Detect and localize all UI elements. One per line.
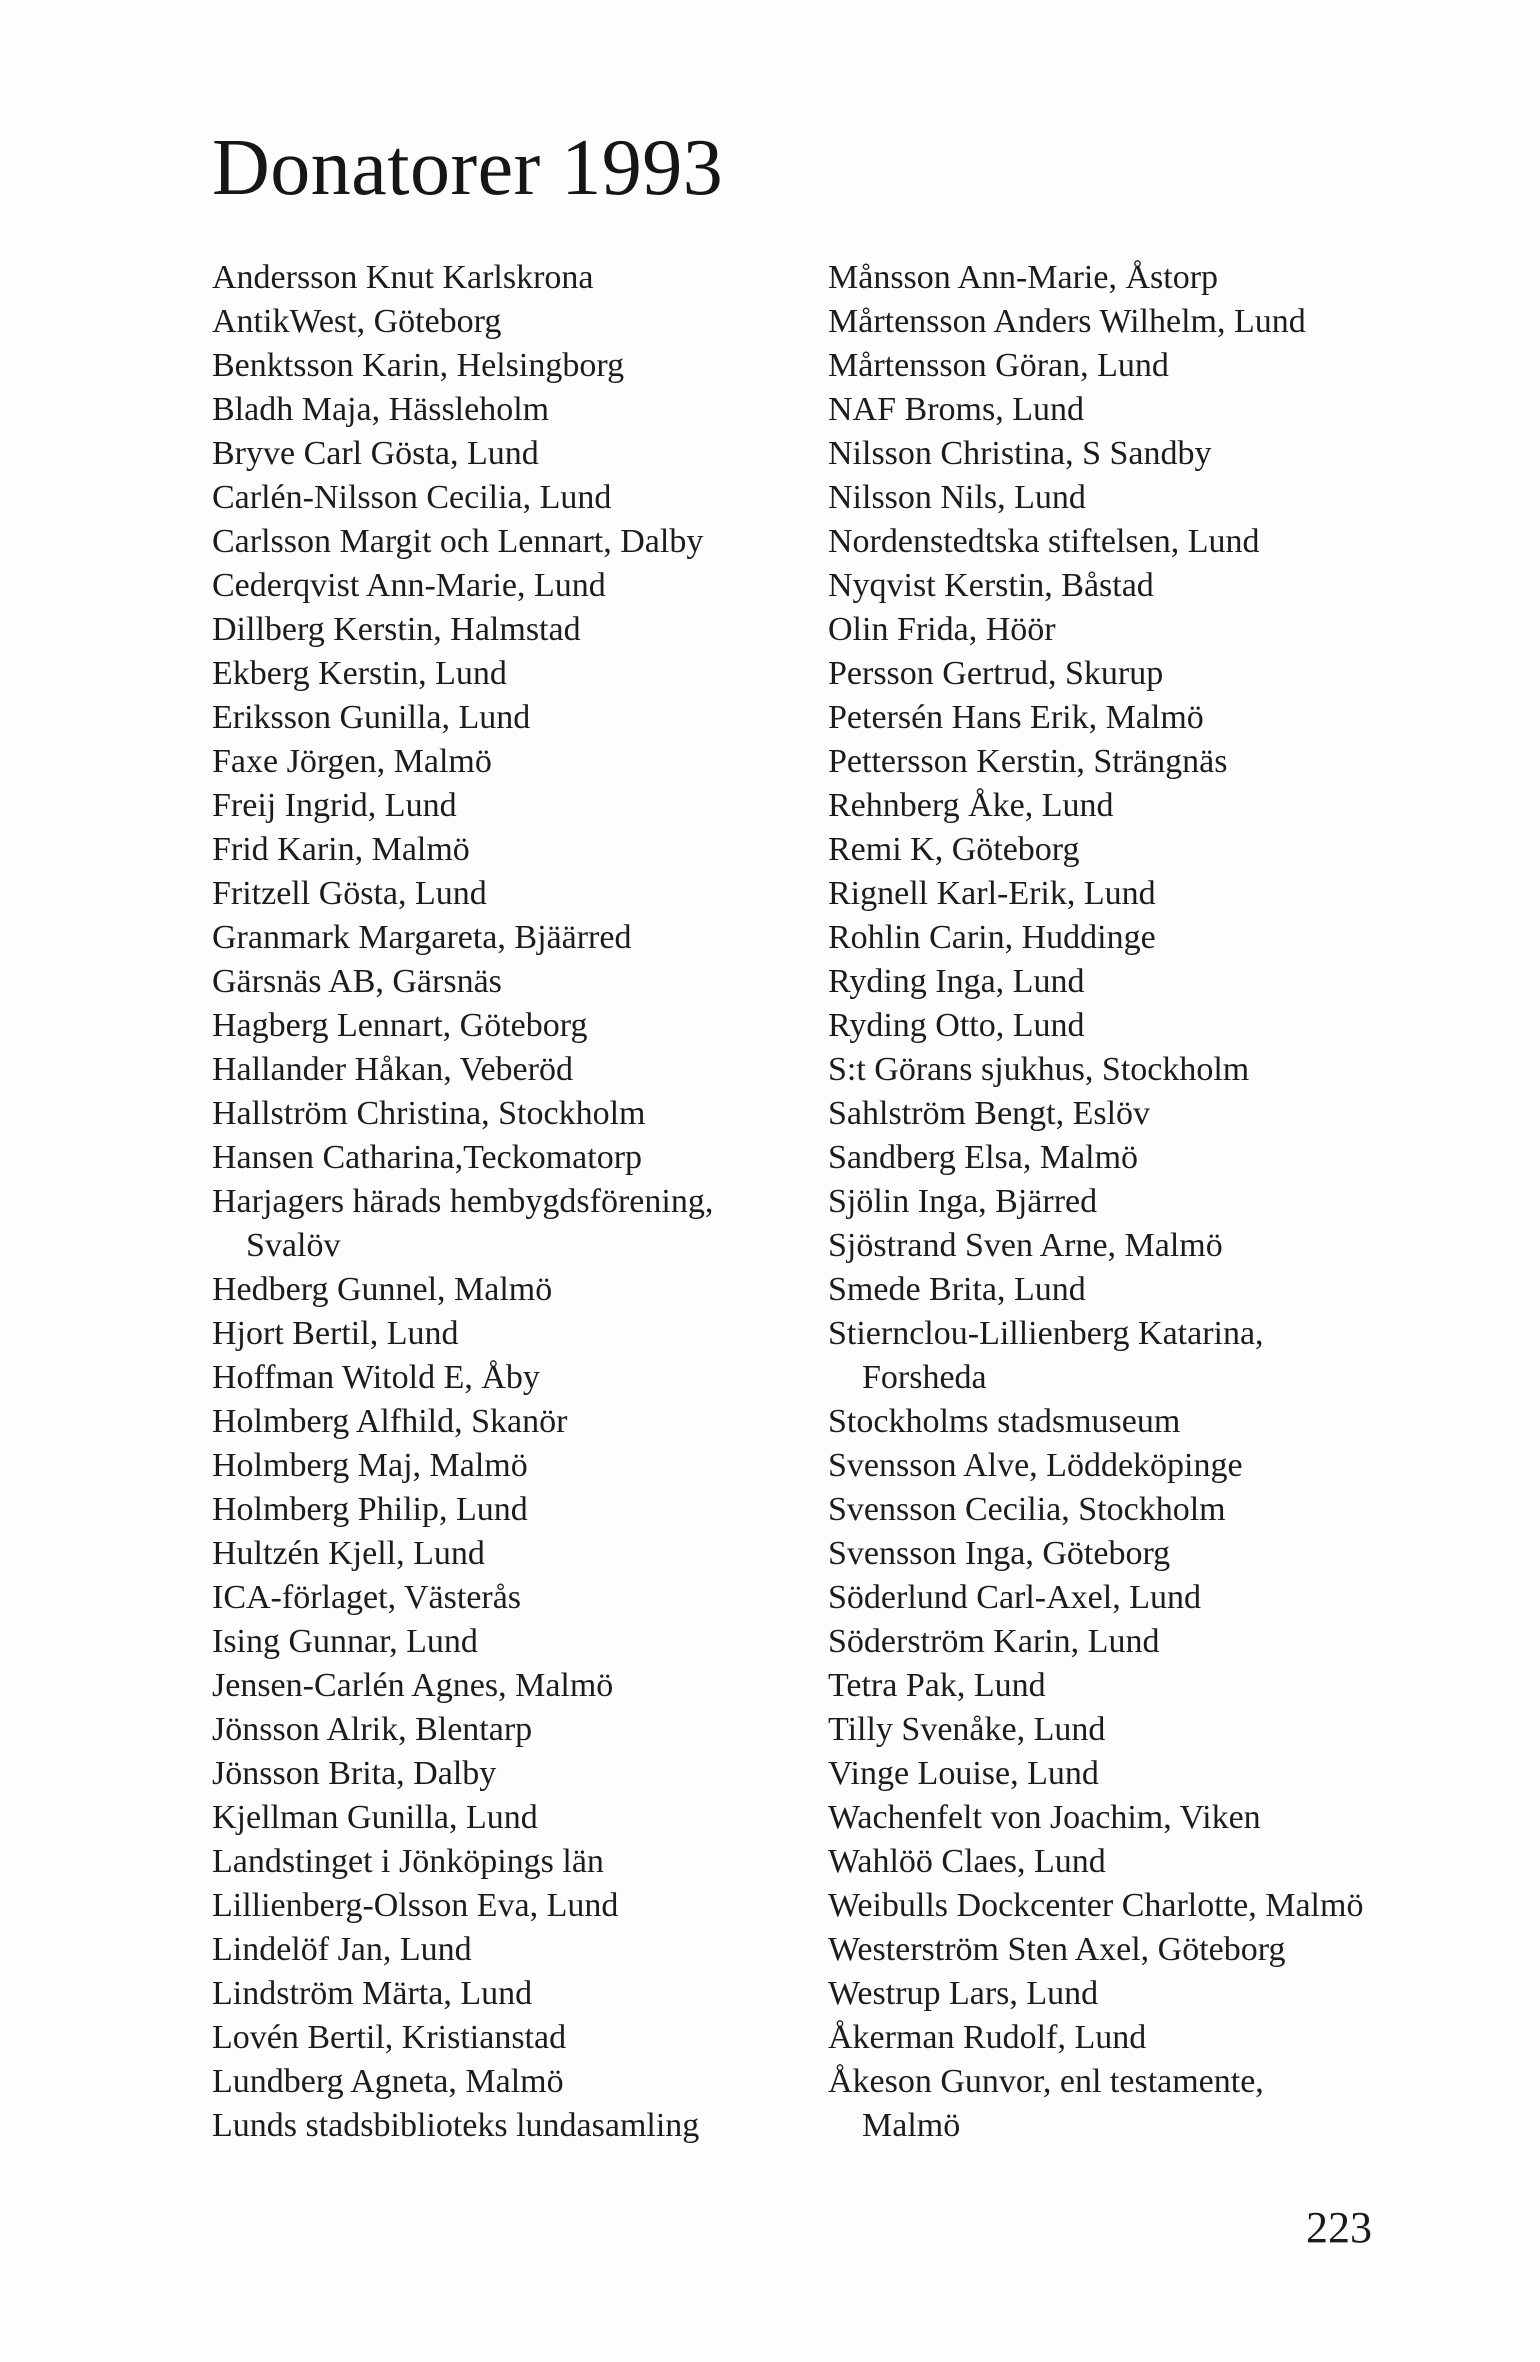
donor-entry [828,476,1408,520]
donor-entry-text: Kjellman Gunilla, Lund [212,1799,538,1836]
donor-entry-text: Lindström Märta, Lund [212,1975,533,2012]
donor-entry-text: NAF Broms, Lund [828,391,1084,428]
donor-entry-text: Forsheda [862,1359,987,1396]
donor-entry-text: Fritzell Gösta, Lund [212,875,487,912]
donor-entry-text: Jönsson Brita, Dalby [212,1755,497,1792]
donor-entry [212,388,772,432]
donor-entry [212,1268,772,1312]
donor-entry-text: Svensson Cecilia, Stockholm [828,1491,1226,1528]
donor-entry [828,1796,1408,1840]
donor-entry-text: AntikWest, Göteborg [212,303,502,340]
page-title: Donatorer 1993 [212,124,724,212]
donor-entry-text: Stockholms stadsmuseum [828,1403,1181,1440]
donor-entry-text: Cederqvist Ann-Marie, Lund [212,567,606,604]
donor-entry [212,2104,772,2148]
donor-entry [828,564,1408,608]
donor-entry-text: Månsson Ann-Marie, Åstorp [828,259,1219,296]
donor-entry [828,1312,1408,1356]
donor-entry [212,960,772,1004]
donor-entry [212,564,772,608]
donor-entry [828,256,1408,300]
donor-entry-text: Hultzén Kjell, Lund [212,1535,485,1572]
donor-entry [828,344,1408,388]
donor-entry [212,608,772,652]
donor-entry [212,520,772,564]
donor-entry-text: Söderström Karin, Lund [828,1623,1160,1660]
donor-entry-text: Carlsson Margit och Lennart, Dalby [212,523,704,560]
donor-entry-text: Åkerman Rudolf, Lund [828,2019,1147,2056]
donor-entry [212,1664,772,1708]
donor-entry-text: Rignell Karl-Erik, Lund [828,875,1156,912]
donor-entry-text: Svensson Alve, Löddeköpinge [828,1447,1243,1484]
donor-entry-text: Hedberg Gunnel, Malmö [212,1271,553,1308]
donor-entry-text: Stiernclou-Lillienberg Katarina, [828,1315,1264,1352]
donor-entry-text: Olin Frida, Höör [828,611,1056,648]
donor-entry-text: Holmberg Alfhild, Skanör [212,1403,568,1440]
donor-entry-text: Söderlund Carl-Axel, Lund [828,1579,1201,1616]
donor-entry-text: Pettersson Kerstin, Strängnäs [828,743,1228,780]
donor-entry [828,2060,1408,2104]
donor-entry [828,520,1408,564]
donor-entry-text: Bladh Maja, Hässleholm [212,391,550,428]
donor-entry-text: Weibulls Dockcenter Charlotte, Malmö [828,1887,1364,1924]
donor-entry [212,1004,772,1048]
donor-entry-text: ICA-förlaget, Västerås [212,1579,522,1616]
donor-entry-text: Gärsnäs AB, Gärsnäs [212,963,502,1000]
donor-entry-text: Harjagers härads hembygdsförening, [212,1183,714,1220]
donor-entry [212,1136,772,1180]
donor-entry [828,784,1408,828]
donor-entry [828,1444,1408,1488]
donor-entry [828,1840,1408,1884]
donor-entry [828,1048,1408,1092]
donor-entry-text: Ryding Inga, Lund [828,963,1085,1000]
donor-entry [828,872,1408,916]
donor-entry [212,1444,772,1488]
donor-entry [212,916,772,960]
donor-entry-text: Nilsson Nils, Lund [828,479,1086,516]
donor-entry-text: Malmö [862,2107,961,2144]
donor-entry [212,828,772,872]
donor-entry-text: Landstinget i Jönköpings län [212,1843,604,1880]
donor-entry-text: Ryding Otto, Lund [828,1007,1085,1044]
donor-entry [828,1620,1408,1664]
donor-entry-text: Petersén Hans Erik, Malmö [828,699,1204,736]
donor-entry-text: Bryve Carl Gösta, Lund [212,435,539,472]
donor-entry-text: Hagberg Lennart, Göteborg [212,1007,588,1044]
donor-entry-text: Svalöv [246,1227,341,1264]
donor-entry [212,476,772,520]
donor-entry [212,1048,772,1092]
donor-entry-text: Dillberg Kerstin, Halmstad [212,611,581,648]
donor-entry [828,608,1408,652]
donor-entry [212,1312,772,1356]
donor-entry [212,1092,772,1136]
donor-entry-text: Rohlin Carin, Huddinge [828,919,1156,956]
donor-entry-text: Hjort Bertil, Lund [212,1315,459,1352]
donor-entry-text: Nilsson Christina, S Sandby [828,435,1212,472]
donor-entry-text: Freij Ingrid, Lund [212,787,457,824]
donor-entry [828,388,1408,432]
donor-entry-text: Jönsson Alrik, Blentarp [212,1711,533,1748]
donor-entry [212,1972,772,2016]
donor-entry [828,828,1408,872]
donor-entry [212,1884,772,1928]
donor-entry-text: Ekberg Kerstin, Lund [212,655,507,692]
donor-entry [828,1004,1408,1048]
donor-list-right-column [828,256,1408,2148]
donor-entry-text: Granmark Margareta, Bjäärred [212,919,632,956]
donor-entry-text: Nyqvist Kerstin, Båstad [828,567,1154,604]
donor-entry [828,1884,1408,1928]
donor-entry-text: Westerström Sten Axel, Göteborg [828,1931,1286,1968]
donor-entry [828,1224,1408,1268]
donor-entry-text: Lovén Bertil, Kristianstad [212,2019,567,2056]
donor-entry-text: Remi K, Göteborg [828,831,1080,868]
donor-entry [212,1796,772,1840]
donor-entry-text: Sahlström Bengt, Eslöv [828,1095,1151,1132]
donor-entry-text: Benktsson Karin, Helsingborg [212,347,625,384]
page-number: 223 [1306,2203,1372,2252]
donor-entry [828,432,1408,476]
donor-entry [212,1620,772,1664]
donor-entry-text: Mårtensson Anders Wilhelm, Lund [828,303,1306,340]
donor-entry-text: Hansen Catharina,Teckomatorp [212,1139,643,1176]
donor-entry [212,1224,772,1268]
donor-entry-text: Holmberg Philip, Lund [212,1491,528,1528]
donor-entry-text: Andersson Knut Karlskrona [212,259,594,296]
donor-entry [212,1708,772,1752]
donor-entry-text: Persson Gertrud, Skurup [828,655,1164,692]
donor-entry [828,916,1408,960]
donor-entry-text: Sandberg Elsa, Malmö [828,1139,1139,1176]
donor-entry-text: Lillienberg-Olsson Eva, Lund [212,1887,619,1924]
donor-entry-text: Holmberg Maj, Malmö [212,1447,528,1484]
donor-entry [828,1532,1408,1576]
donor-entry-text: Smede Brita, Lund [828,1271,1086,1308]
donor-entry [828,1708,1408,1752]
donor-entry [828,1180,1408,1224]
donor-entry [212,1356,772,1400]
donor-entry-text: Carlén-Nilsson Cecilia, Lund [212,479,612,516]
donor-entry [212,696,772,740]
donor-entry [212,1752,772,1796]
donor-entry [212,2060,772,2104]
donor-entry [212,300,772,344]
donor-entry-text: Hallander Håkan, Veberöd [212,1051,573,1088]
donor-entry [212,1928,772,1972]
donor-entry [828,1752,1408,1796]
donor-entry-text: Faxe Jörgen, Malmö [212,743,492,780]
donor-entry-text: Jensen-Carlén Agnes, Malmö [212,1667,614,1704]
donor-entry [828,652,1408,696]
donor-list-left-column [212,256,772,2148]
donor-entry-text: Sjölin Inga, Bjärred [828,1183,1098,1220]
donor-entry-text: Lunds stadsbiblioteks lundasamling [212,2107,700,2144]
donor-entry-text: Lindelöf Jan, Lund [212,1931,472,1968]
donor-entry-text: Lundberg Agneta, Malmö [212,2063,564,2100]
donor-entry [828,1972,1408,2016]
donor-entry [212,1180,772,1224]
donor-entry [212,256,772,300]
donor-entry [212,2016,772,2060]
donor-entry [212,344,772,388]
donor-entry [828,2016,1408,2060]
donor-entry [828,1092,1408,1136]
donor-entry-text: Mårtensson Göran, Lund [828,347,1169,384]
donor-entry-text: S:t Görans sjukhus, Stockholm [828,1051,1250,1088]
donor-entry-text: Åkeson Gunvor, enl testamente, [828,2063,1264,2100]
donor-entry [212,740,772,784]
donor-entry [828,1400,1408,1444]
donor-entry [828,2104,1408,2148]
donor-entry [828,1268,1408,1312]
donor-entry [212,784,772,828]
donor-entry-text: Hallström Christina, Stockholm [212,1095,646,1132]
donor-entry-text: Sjöstrand Sven Arne, Malmö [828,1227,1223,1264]
donor-entry [212,1400,772,1444]
donor-entry [828,1928,1408,1972]
donor-entry [828,696,1408,740]
donor-entry-text: Tetra Pak, Lund [828,1667,1046,1704]
donor-entry-text: Eriksson Gunilla, Lund [212,699,531,736]
donor-entry-text: Tilly Svenåke, Lund [828,1711,1106,1748]
donor-entry-text: Hoffman Witold E, Åby [212,1359,540,1396]
donor-entry [212,1576,772,1620]
donor-entry-text: Wahlöö Claes, Lund [828,1843,1106,1880]
donor-entry [828,1576,1408,1620]
donor-entry [212,432,772,476]
donor-entry-text: Nordenstedtska stiftelsen, Lund [828,523,1260,560]
donor-entry-text: Vinge Louise, Lund [828,1755,1099,1792]
donor-entry [212,1488,772,1532]
donor-entry-text: Frid Karin, Malmö [212,831,470,868]
donor-entry [828,1356,1408,1400]
donor-entry [212,872,772,916]
donor-entry-text: Wachenfelt von Joachim, Viken [828,1799,1261,1836]
donor-entry [828,1664,1408,1708]
donor-entry-text: Ising Gunnar, Lund [212,1623,478,1660]
donor-entry [828,740,1408,784]
donor-entry [828,300,1408,344]
donor-entry [212,1840,772,1884]
donor-entry-text: Svensson Inga, Göteborg [828,1535,1171,1572]
donor-entry-text: Rehnberg Åke, Lund [828,787,1114,824]
donor-entry [828,960,1408,1004]
donor-entry [828,1136,1408,1180]
donor-entry-text: Westrup Lars, Lund [828,1975,1099,2012]
donor-entry [212,652,772,696]
donor-entry [212,1532,772,1576]
donor-entry [828,1488,1408,1532]
